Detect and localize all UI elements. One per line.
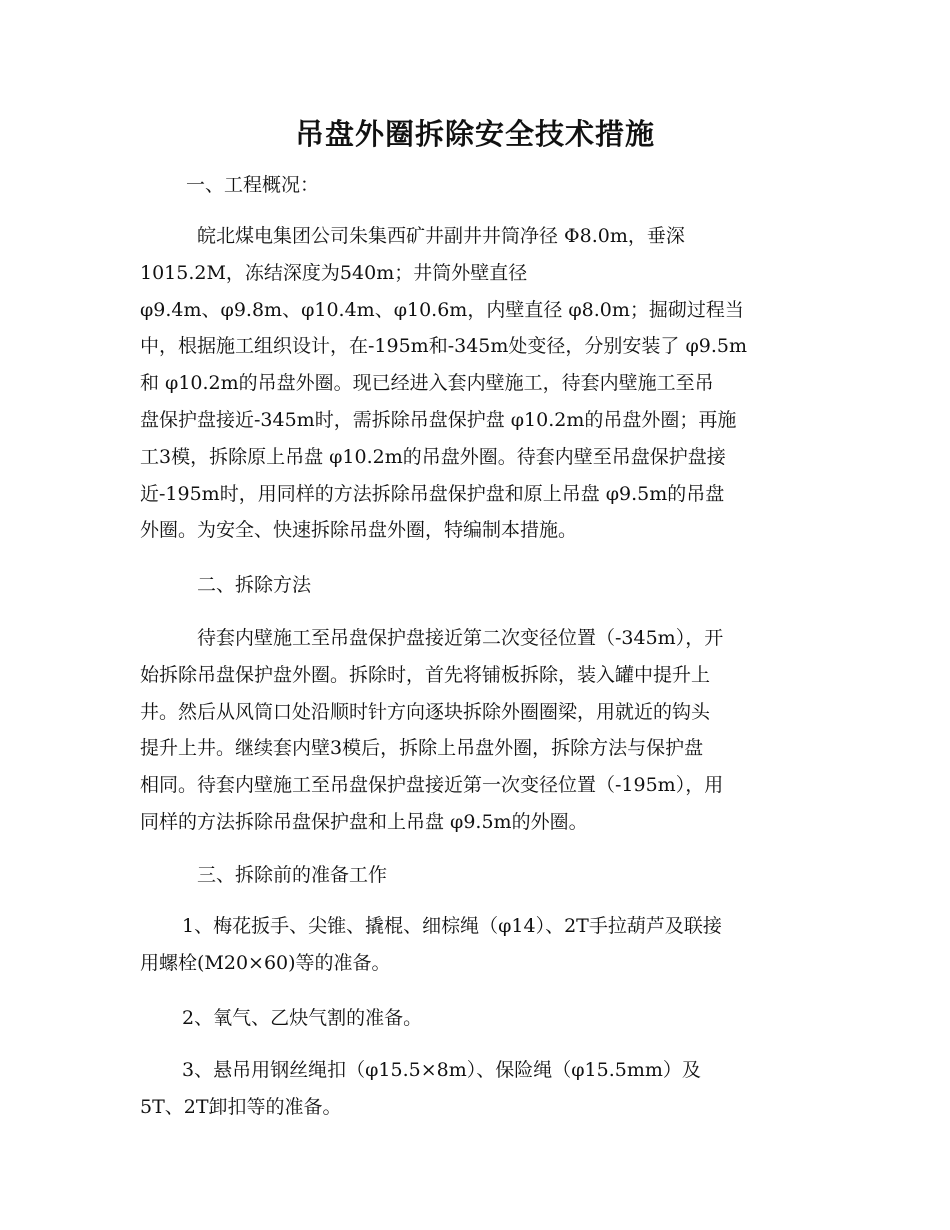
section-heading-preparation: 三、拆除前的准备工作 — [197, 864, 388, 886]
section-heading-overview: 一、工程概况： — [186, 174, 320, 196]
paragraph-line: 外圈。为安全、快速拆除吊盘外圈，特编制本措施。 — [140, 519, 578, 542]
paragraph-line: 3、悬吊用钢丝绳扣（φ15.5×8m）、保险绳（φ15.5mm）及 — [182, 1059, 701, 1081]
paragraph-line: 1015.2M，冻结深度为540m；井筒外壁直径 — [140, 261, 528, 284]
paragraph-line: 近-195m时，用同样的方法拆除吊盘保护盘和原上吊盘 φ9.5m的吊盘 — [140, 482, 725, 505]
paragraph-line: 盘保护盘接近-345m时，需拆除吊盘保护盘 φ10.2m的吊盘外圈；再施 — [140, 408, 737, 431]
section-heading-method: 二、拆除方法 — [197, 574, 312, 596]
paragraph-line: φ9.4m、φ9.8m、φ10.4m、φ10.6m，内壁直径 φ8.0m；掘砌过程当 — [140, 298, 744, 321]
paragraph-line: 相同。待套内壁施工至吊盘保护盘接近第一次变径位置（-195m），用 — [140, 774, 724, 797]
paragraph-line: 和 φ10.2m的吊盘外圈。现已经进入套内壁施工，待套内壁施工至吊 — [140, 372, 714, 395]
method-paragraph — [140, 620, 820, 841]
paragraph-line: 始拆除吊盘保护盘外圈。拆除时，首先将铺板拆除，装入罐中提升上 — [140, 663, 711, 686]
paragraph-line: 用螺栓(M20×60)等的准备。 — [140, 951, 391, 974]
preparation-item-2 — [140, 1000, 820, 1037]
paragraph-line: 5T、2T卸扣等的准备。 — [140, 1095, 342, 1118]
paragraph-line: 同样的方法拆除吊盘保护盘和上吊盘 φ9.5m的外圈。 — [140, 810, 588, 833]
paragraph-line: 2、氧气、乙炔气割的准备。 — [182, 1007, 423, 1029]
document-title: 吊盘外圈拆除安全技术措施 — [294, 117, 655, 151]
overview-paragraph — [140, 218, 820, 549]
paragraph-line: 1、梅花扳手、尖锥、撬棍、细棕绳（φ14）、2T手拉葫芦及联接 — [182, 915, 722, 937]
paragraph-line: 井。然后从风筒口处沿顺时针方向逐块拆除外圈圈梁，用就近的钩头 — [140, 700, 711, 723]
paragraph-line: 提升上井。继续套内壁3模后，拆除上吊盘外圈，拆除方法与保护盘 — [140, 737, 704, 760]
preparation-item-1 — [140, 908, 820, 982]
paragraph-line: 中，根据施工组织设计，在-195m和-345m处变径，分别安装了 φ9.5m — [140, 335, 747, 358]
paragraph-line: 工3模，拆除原上吊盘 φ10.2m的吊盘外圈。待套内壁至吊盘保护盘接 — [140, 445, 726, 468]
preparation-item-3 — [140, 1052, 820, 1126]
paragraph-line: 待套内壁施工至吊盘保护盘接近第二次变径位置（-345m），开 — [197, 627, 724, 649]
paragraph-line: 皖北煤电集团公司朱集西矿井副井井筒净径 Φ8.0m，垂深 — [197, 225, 685, 247]
